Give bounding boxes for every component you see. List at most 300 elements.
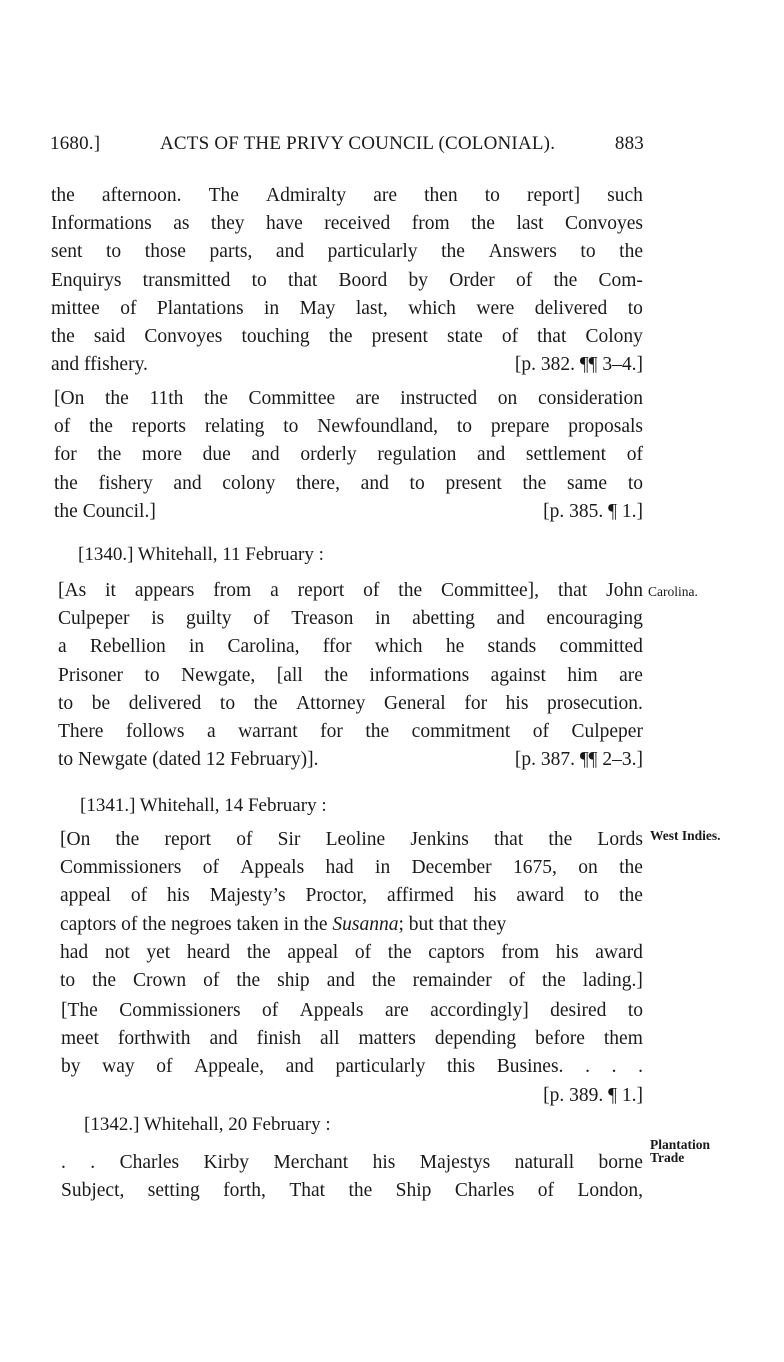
section-1340-body (58, 577, 643, 774)
word: depending (434, 1028, 517, 1050)
word: as (173, 213, 190, 235)
word: to (283, 416, 299, 438)
word: to (58, 692, 74, 714)
word: the (97, 444, 122, 466)
word: the (398, 580, 423, 601)
text-line (51, 210, 643, 238)
text-line (58, 690, 643, 718)
word: such (607, 185, 643, 206)
line-text-end: ; but that they (398, 913, 507, 935)
word: the (548, 829, 573, 850)
word: all (320, 1028, 340, 1050)
word: from (411, 213, 450, 235)
text-line (61, 1025, 643, 1053)
word: of (537, 1180, 555, 1202)
word: Proctor, (305, 885, 367, 907)
text-line (54, 441, 643, 469)
word: to (583, 885, 600, 907)
section-heading-1342: [1342.] Whitehall, 20 February : (84, 1114, 331, 1135)
word: Answers (488, 241, 557, 263)
word: informations (369, 664, 470, 686)
word: report (164, 829, 212, 850)
word: particularly (335, 1056, 426, 1078)
word: Order (449, 269, 495, 291)
word: are (373, 185, 398, 206)
word: from (213, 580, 252, 601)
word: prosecution. (547, 692, 643, 714)
word: ship (277, 969, 310, 991)
word: in (375, 857, 391, 879)
text-line (58, 577, 643, 605)
word: the (365, 720, 390, 742)
word: heard (186, 941, 231, 963)
word: the (89, 416, 113, 438)
word: the (619, 241, 643, 263)
word: a (58, 636, 67, 658)
word: reports (131, 416, 186, 438)
word: consideration (537, 388, 643, 409)
word: the (236, 969, 261, 991)
word: of (261, 1000, 279, 1021)
word: before (535, 1028, 585, 1050)
word: mittee (51, 297, 100, 319)
word: and (477, 444, 506, 466)
word: the (51, 185, 75, 206)
word: them (603, 1028, 643, 1050)
word: Appeals (299, 1000, 364, 1021)
page-reference: [p. 382. ¶¶ 3–4.] (514, 354, 643, 376)
word: for (320, 720, 343, 742)
word: Ship (395, 1180, 432, 1202)
word: warrant (238, 720, 298, 742)
word: him (567, 664, 598, 686)
paragraph-2 (54, 385, 643, 526)
word: Commissioners (60, 857, 182, 879)
word: Lords (597, 829, 643, 850)
word: Crown (133, 969, 187, 991)
word: Majestys (419, 1152, 491, 1173)
text-line (58, 718, 643, 746)
text-line (51, 351, 643, 379)
word: guilty (186, 608, 232, 630)
word: in (189, 636, 205, 658)
word: Busines. (496, 1056, 564, 1078)
text-line (54, 498, 643, 526)
word: had (325, 857, 354, 879)
text-line (60, 826, 643, 854)
word: of (626, 444, 643, 466)
word: meet (61, 1028, 99, 1050)
word: Merchant (273, 1152, 349, 1173)
text-line (54, 385, 643, 413)
word: Boord (338, 269, 388, 291)
word: General (384, 692, 446, 714)
word: that (288, 269, 318, 291)
word: of (508, 969, 525, 991)
page-reference: [p. 387. ¶¶ 2–3.] (514, 749, 643, 771)
word: report (297, 580, 345, 601)
word: sent (51, 241, 83, 263)
word: of (532, 720, 549, 742)
word: received (324, 213, 391, 235)
word: the (619, 857, 643, 879)
word: of (120, 297, 137, 319)
word: abetting (412, 608, 475, 630)
word: to (409, 472, 425, 494)
word: John (606, 580, 643, 601)
text-line (60, 882, 643, 910)
text-line (51, 238, 643, 266)
word: Newgate, (181, 664, 256, 686)
margin-note-line: Trade (650, 1150, 685, 1165)
word: borne (598, 1152, 643, 1173)
word: present (445, 472, 502, 494)
word: for (54, 444, 77, 466)
margin-note-plantation-trade (650, 1138, 710, 1164)
word: transmitted (142, 269, 231, 291)
text-line (51, 295, 643, 323)
word: follows (125, 720, 185, 742)
word: instructed (400, 388, 478, 409)
line-text: to Newgate (dated 12 February)]. (58, 749, 319, 771)
word: the (441, 241, 465, 263)
text-line (61, 1082, 643, 1108)
text-line (60, 939, 643, 967)
word: [As (58, 580, 87, 601)
word: the (51, 325, 75, 347)
word: committed (559, 636, 643, 658)
word: to (144, 664, 160, 686)
word: to (106, 241, 122, 263)
word: Sir (277, 829, 301, 850)
word: affirmed (386, 885, 454, 907)
word: present (371, 325, 428, 347)
word: that (537, 325, 567, 347)
word: Jenkins (410, 829, 469, 850)
word: of (202, 857, 219, 879)
margin-note-carolina: Carolina. (648, 584, 698, 599)
running-header (50, 133, 644, 155)
word: proposals (568, 416, 643, 438)
word: that (494, 829, 524, 850)
word: setting (147, 1180, 200, 1202)
margin-note-line: Plantation (650, 1137, 711, 1152)
word: to (60, 969, 76, 991)
word: of (363, 580, 380, 601)
word: prepare (490, 416, 550, 438)
word: the (553, 269, 578, 291)
word: by (61, 1056, 81, 1078)
header-page-number: 883 (614, 133, 644, 154)
word: [all (276, 664, 303, 686)
word: colony (222, 472, 276, 494)
text-line (51, 323, 643, 351)
word: is (151, 608, 165, 630)
word: naturall (514, 1152, 575, 1173)
word: forthwith (117, 1028, 191, 1050)
word: remainder (412, 969, 492, 991)
section-1341-body (60, 826, 643, 995)
word: said (93, 325, 126, 347)
word: be (91, 692, 111, 714)
word: . (61, 1152, 66, 1173)
text-line (58, 662, 643, 690)
word: his (372, 1152, 396, 1173)
word: [On (60, 829, 91, 850)
word: Enquirys (51, 269, 122, 291)
word: finish (256, 1028, 302, 1050)
word: the (541, 969, 566, 991)
word: Plantations (156, 297, 244, 319)
text-line (61, 1149, 643, 1177)
word: Admiralty (265, 185, 347, 206)
word: last (516, 213, 544, 235)
word: his (473, 885, 497, 907)
word: relating (204, 416, 265, 438)
word: Convoyes (565, 213, 643, 235)
word: more (141, 444, 182, 466)
word: by (408, 269, 428, 291)
text-line (58, 633, 643, 661)
word: matters (358, 1028, 416, 1050)
text-line (60, 967, 643, 995)
word: against (490, 664, 546, 686)
word: orderly (300, 444, 357, 466)
word: Appeale, (194, 1056, 265, 1078)
word: a (206, 720, 216, 742)
word: that (557, 580, 588, 601)
word: and (326, 969, 355, 991)
word: Convoyes (144, 325, 223, 347)
word: Carolina, (227, 636, 300, 658)
word: to (627, 297, 643, 319)
word: Subject, (61, 1180, 125, 1202)
word: of (515, 269, 533, 291)
word: Commissioners (119, 1000, 241, 1021)
text-line (54, 413, 643, 441)
word: to (219, 692, 236, 714)
word: captors (428, 941, 485, 963)
word: encouraging (546, 608, 643, 630)
header-title: ACTS OF THE PRIVY COUNCIL (COLONIAL). (160, 133, 556, 154)
word: to (484, 185, 500, 206)
word: of (501, 325, 519, 347)
line-text (60, 911, 506, 939)
word: [The (61, 1000, 98, 1021)
word: ffor (322, 636, 352, 658)
word: to (627, 472, 643, 494)
word: from (501, 941, 540, 963)
text-line (60, 854, 643, 882)
word: the (54, 472, 78, 494)
word: 1675, (513, 857, 557, 879)
word: appears (134, 580, 195, 601)
word: the (387, 941, 412, 963)
margin-note-west-indies: West Indies. (650, 828, 721, 843)
word: same (567, 472, 608, 494)
word: Majesty’s (209, 885, 286, 907)
word: desired (550, 1000, 607, 1021)
word: this (446, 1056, 476, 1078)
word: regulation (377, 444, 457, 466)
word: That (289, 1180, 326, 1202)
word: There (58, 720, 104, 742)
word: London, (577, 1180, 643, 1202)
word: award (595, 941, 643, 963)
word: of (354, 941, 372, 963)
word: parts, (209, 241, 253, 263)
word: the (522, 472, 547, 494)
word: touching (241, 325, 310, 347)
word: particularly (327, 241, 418, 263)
word: to (627, 1000, 643, 1021)
word: The (208, 185, 239, 206)
word: to (456, 416, 473, 438)
word: Committee], (441, 580, 540, 601)
word: and (275, 241, 305, 263)
word: delivered (534, 297, 608, 319)
word: are (384, 1000, 409, 1021)
word: his (167, 885, 190, 907)
word: in (264, 297, 280, 319)
word: the (619, 885, 643, 907)
word: delivered (128, 692, 202, 714)
text-line (61, 997, 643, 1025)
word: the (324, 664, 349, 686)
word: December (411, 857, 492, 879)
word: the (204, 388, 228, 409)
word: the (246, 941, 271, 963)
paragraph-1 (51, 182, 643, 379)
word: Appeals (240, 857, 305, 879)
word: for (464, 692, 488, 714)
word: have (265, 213, 303, 235)
word: of (54, 416, 71, 438)
word: not (104, 941, 130, 963)
word: stands (487, 636, 537, 658)
word: are (619, 664, 643, 686)
word: Colony (585, 325, 643, 347)
word: . (585, 1056, 590, 1078)
text-line (51, 267, 643, 295)
word: 11th (149, 388, 184, 409)
word: to (580, 241, 596, 263)
word: appeal (287, 941, 339, 963)
word: Prisoner (58, 664, 123, 686)
word: his (505, 692, 529, 714)
word: had (60, 941, 89, 963)
line-text: the Council.] (54, 500, 156, 522)
line-text-start: captors of the negroes taken in the (60, 913, 328, 935)
word: it (105, 580, 116, 601)
word: forth, (223, 1180, 266, 1202)
word: Newfoundland, (317, 416, 439, 438)
word: and (285, 1056, 314, 1078)
line-text: and ffishery. (51, 354, 148, 376)
word: settlement (525, 444, 607, 466)
word: . (638, 1056, 643, 1078)
word: he (445, 636, 465, 658)
word: Culpeper (571, 720, 643, 742)
text-line (54, 470, 643, 498)
word: of (130, 885, 148, 907)
section-heading-1340: [1340.] Whitehall, 11 February : (78, 544, 324, 565)
word: those (144, 241, 186, 263)
word: lading.] (582, 969, 643, 991)
word: and (496, 608, 525, 630)
word: they (210, 213, 245, 235)
section-heading-1341: [1341.] Whitehall, 14 February : (80, 795, 327, 816)
word: of (253, 608, 270, 630)
word: in (375, 608, 391, 630)
word: May (299, 297, 336, 319)
word: Charles (119, 1152, 180, 1173)
word: fishery (98, 472, 153, 494)
word: there, (296, 472, 340, 494)
text-line (58, 605, 643, 633)
section-1342-body (61, 1149, 643, 1205)
word: on (497, 388, 518, 409)
word: his (555, 941, 579, 963)
ship-name: Susanna (332, 913, 399, 935)
word: which (374, 636, 423, 658)
word: Rebellion (89, 636, 166, 658)
word: the (92, 969, 116, 991)
word: Kirby (203, 1152, 250, 1173)
word: were (476, 297, 515, 319)
word: then (424, 185, 458, 206)
word: award (516, 885, 564, 907)
word: [On (54, 388, 85, 409)
word: report] (527, 185, 581, 206)
word: Leoline (325, 829, 386, 850)
word: of (203, 969, 220, 991)
word: the (115, 829, 140, 850)
page-reference: [p. 389. ¶ 1.] (543, 1084, 643, 1106)
word: . (90, 1152, 96, 1173)
text-line (61, 1177, 643, 1205)
page-reference: [p. 385. ¶ 1.] (543, 500, 643, 522)
word: the (471, 213, 495, 235)
word: Charles (454, 1180, 515, 1202)
word: Treason (291, 608, 354, 630)
word: . (611, 1056, 617, 1078)
word: accordingly] (430, 1000, 529, 1021)
word: afternoon. (101, 185, 182, 206)
word: the (253, 692, 278, 714)
word: are (355, 388, 380, 409)
word: Committee (248, 388, 336, 409)
word: of (236, 829, 253, 850)
word: on (578, 857, 598, 879)
word: and (360, 472, 389, 494)
word: of (156, 1056, 173, 1078)
text-line (60, 911, 643, 939)
word: and (173, 472, 202, 494)
word: the (371, 969, 396, 991)
word: the (104, 388, 129, 409)
word: Attorney (296, 692, 366, 714)
section-1341-body-2 (61, 997, 643, 1108)
word: state (447, 325, 483, 347)
word: Informations (51, 213, 152, 235)
word: Com- (598, 269, 643, 291)
word: commitment (411, 720, 511, 742)
word: yet (146, 941, 171, 963)
header-year: 1680.] (50, 133, 101, 154)
word: the (328, 325, 353, 347)
word: appeal (60, 885, 111, 907)
